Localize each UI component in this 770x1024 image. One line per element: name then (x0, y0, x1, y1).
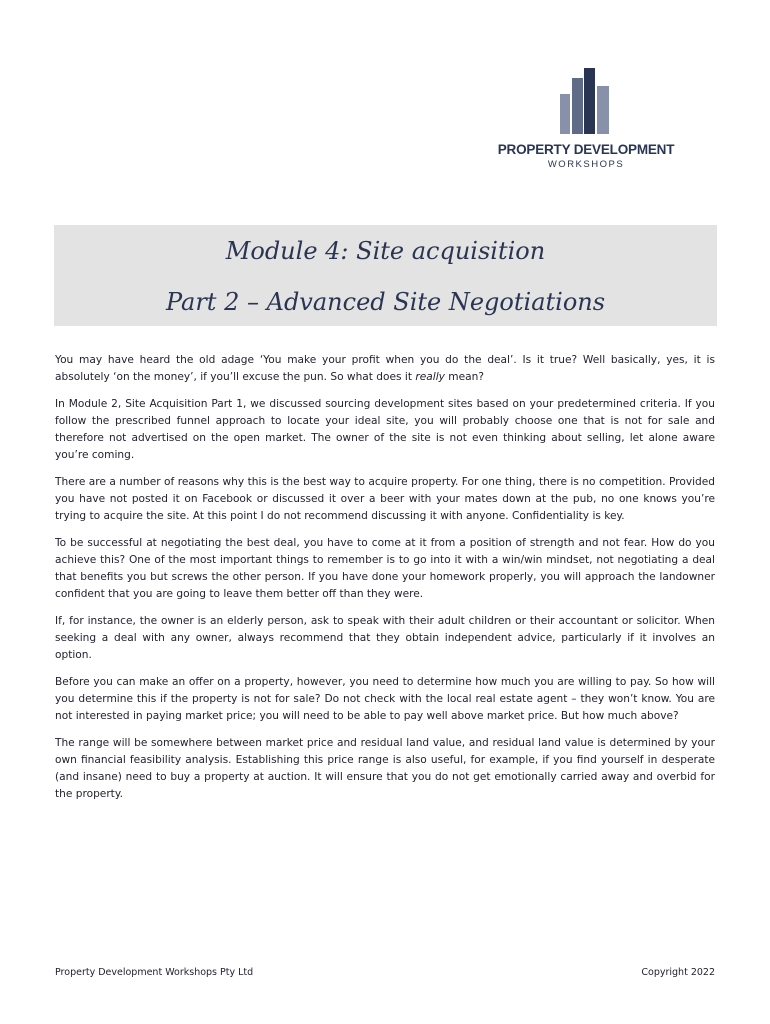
part-title: Part 2 – Advanced Site Negotiations (165, 288, 606, 316)
paragraph-6: Before you can make an offer on a property, however, you need to determine how much you are willing to pay. So how will you determine this if the property is not for sale? Do not check with the local real estate agent – they won’t know. You are not interested in paying market price; you will need to be able to pay well above market price. But how much above? (55, 676, 715, 722)
paragraph-2: In Module 2, Site Acquisition Part 1, we discussed sourcing development sites based on your predetermined criteria. If you follow the prescribed funnel approach to locate your ideal site, you will probably choose one that is not for sale and therefore not advertised on the open market. The owner of the site is not even thinking about selling, let alone aware you’re coming. (55, 398, 715, 461)
paragraph-1 (55, 352, 715, 386)
paragraph-1-text: You may have heard the old adage ‘You make your profit when you do the deal’. Is it true? Well basically, yes, it is absolutely ‘on the money’, if you’ll excuse the pun. So what does it (55, 354, 715, 383)
logo-bars-icon (560, 68, 612, 134)
paragraph-5: If, for instance, the owner is an elderly person, ask to speak with their adult children or their accountant or solicitor. When seeking a deal with any owner, always recommend that they obtain independent advice, particularly if it involves an option. (55, 615, 715, 661)
footer-copyright: Copyright 2022 (641, 967, 715, 978)
paragraph-3: There are a number of reasons why this is the best way to acquire property. For one thing, there is no competition. Provided you have not posted it on Facebook or discussed it over a beer with your mates down at the pub, no one knows you’re trying to acquire the site. At this point I do not recommend discussing it with anyone. Confidentiality is key. (55, 476, 715, 522)
footer-company: Property Development Workshops Pty Ltd (55, 967, 254, 978)
paragraph-1-emphasis: really (415, 371, 445, 383)
paragraph-7: The range will be somewhere between market price and residual land value, and residual land value is determined by your own financial feasibility analysis. Establishing this price range is also useful, for example, if you find yourself in desperate (and insane) need to buy a property at auction. It will ensure that you do not get emotionally carried away and overbid for the property. (55, 737, 715, 800)
title-banner (54, 225, 717, 326)
paragraph-1-text-end: mean? (444, 371, 484, 383)
logo-company-name: PROPERTY DEVELOPMENT (497, 142, 675, 157)
logo-company-subtitle: WORKSHOPS (547, 159, 625, 170)
document-body (55, 352, 715, 813)
company-logo (488, 68, 684, 174)
paragraph-4: To be successful at negotiating the best deal, you have to come at it from a position of strength and not fear. How do you achieve this? One of the most important things to remember is to go into it with a win/win mindset, not negotiating a deal that benefits you but screws the other person. If you have done your homework properly, you will approach the landowner confident that you are going to leave them better off than they were. (55, 537, 715, 600)
module-title: Module 4: Site acquisition (225, 237, 546, 265)
